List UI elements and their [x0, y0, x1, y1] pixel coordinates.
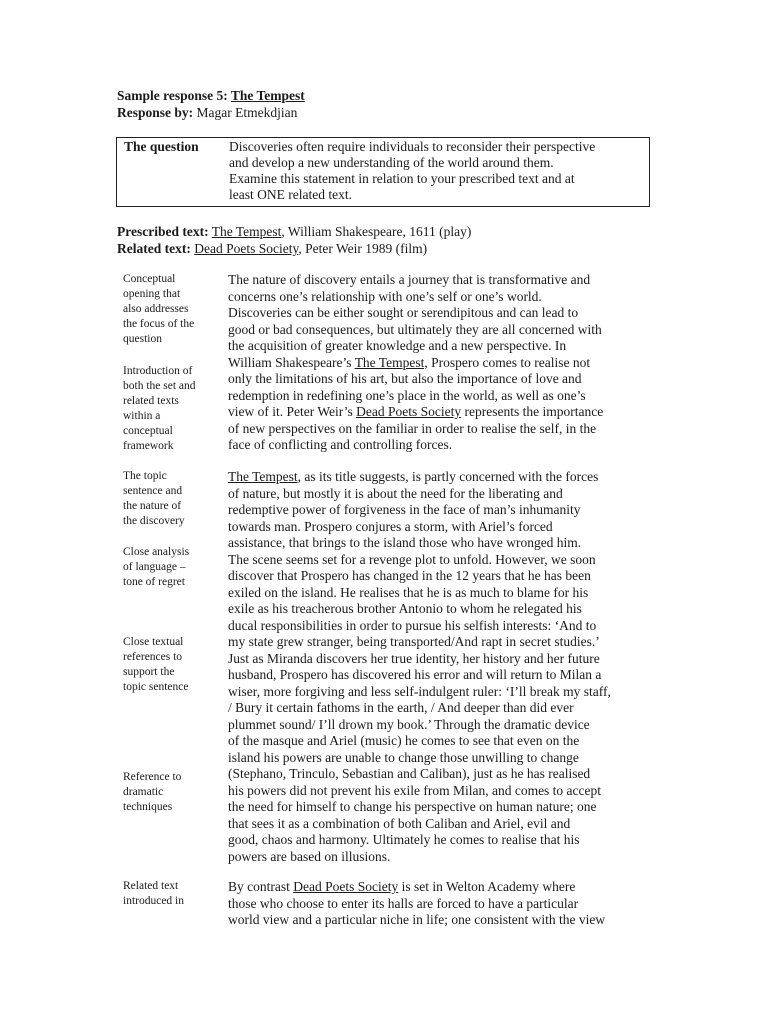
annotation-dramatic-techniques — [123, 770, 215, 815]
body-line: world view and a particular niche in life; one consistent with the view — [228, 912, 606, 927]
body-text: By contrast — [228, 879, 294, 894]
body-text: Prospero comes to realise not — [427, 354, 591, 370]
title-reference: Dead Poets Society — [293, 879, 399, 894]
title-reference: Dead Poets Society — [356, 404, 462, 419]
annotation-line: Reference to — [123, 771, 182, 783]
body-line: (Stephano, Trinculo, Sebastian and Caliban), just as he has realised — [228, 766, 591, 781]
annotation-line: Related text — [123, 880, 179, 892]
prescribed-title: The Tempest — [211, 224, 282, 239]
body-text: , as its title suggests, is partly concerned with the forces — [297, 469, 599, 484]
annotation-line: references to — [123, 651, 183, 663]
annotation-line: Close textual — [123, 636, 184, 648]
body-line: wiser, more forgiving and less self-indulgent ruler: ‘I’ll break my staff, — [228, 683, 611, 699]
body-line: good or bad consequences, but ultimately they are all concerned with — [228, 321, 602, 337]
body-line: powers are based on illusions. — [228, 848, 391, 864]
related-details: , Peter Weir 1989 (film) — [298, 241, 428, 256]
body-line: the acquisition of greater knowledge and a new perspective. In — [228, 338, 567, 353]
annotation-line: the nature of — [123, 500, 182, 512]
annotation-line: techniques — [123, 801, 173, 813]
annotation-line: of language – — [123, 561, 186, 573]
body-line: that sees it as a combination of both Caliban and Ariel, evil and — [228, 815, 571, 831]
body-line: redemption in redefining one’s place in the world, as well as one’s — [228, 387, 586, 403]
title-reference: The Tempest — [228, 469, 298, 484]
question-line: Discoveries often require individuals to reconsider their perspective — [229, 139, 596, 154]
body-text: represents the importance — [461, 404, 604, 419]
body-paragraph-2 — [228, 469, 611, 865]
question-text — [229, 139, 595, 203]
body-text: view of it. Peter Weir’s — [228, 404, 357, 419]
body-line: husband, Prospero has discovered his error and will return to Milan a — [228, 667, 602, 682]
annotation-line: within a — [123, 410, 161, 422]
body-line — [228, 355, 603, 372]
related-text-line — [117, 240, 427, 257]
body-paragraph-1 — [228, 272, 603, 454]
body-line: concerns one’s relationship with one’s self or one’s world. — [228, 288, 542, 304]
annotation-textual-references — [123, 635, 215, 695]
annotation-topic-sentence — [123, 469, 215, 529]
annotation-line: dramatic — [123, 786, 164, 798]
prescribed-text-line — [117, 223, 471, 240]
related-label: Related text: — [117, 241, 191, 256]
body-line: exiled on the island. He realises that he is as much to blame for his — [228, 584, 589, 600]
annotation-line: Close analysis — [123, 546, 190, 558]
body-line: face of conflicting and controlling forces. — [228, 437, 453, 452]
body-line: of the masque and Ariel (music) he comes to see that even on the — [228, 733, 580, 748]
related-title: Dead Poets Society — [194, 241, 299, 256]
question-label: The question — [124, 139, 199, 154]
annotation-introduction — [123, 364, 215, 454]
body-line: my state grew stranger, being transported/And rapt in secret studies.’ — [228, 634, 600, 649]
prescribed-details: , William Shakespeare, 1611 (play) — [281, 224, 472, 239]
annotation-line: support the — [123, 666, 175, 678]
annotation-line: tone of regret — [123, 576, 185, 588]
body-line: of new perspectives on the familiar in order to realise the self, in the — [228, 420, 597, 436]
annotation-line: related texts — [123, 395, 179, 407]
body-line: plummet sound/ I’ll drown my book.’ Through the dramatic device — [228, 716, 590, 732]
annotation-line: conceptual — [123, 425, 173, 437]
sample-title: The Tempest — [230, 88, 305, 103]
question-line: least ONE related text. — [229, 187, 352, 202]
annotation-line: question — [123, 333, 162, 345]
sample-heading — [117, 87, 305, 104]
annotation-line: topic sentence — [123, 681, 189, 693]
body-line: redemptive power of forgiveness in the face of man’s inhumanity — [228, 502, 581, 517]
body-line: the need for himself to change his perspective on human nature; one — [228, 799, 597, 814]
annotation-line: the focus of the — [123, 318, 195, 330]
body-line: towards man. Prospero conjures a storm, with Ariel’s forced — [228, 518, 553, 534]
annotation-close-analysis — [123, 545, 215, 590]
body-line: assistance, that brings to the island those who have wronged him. — [228, 535, 582, 550]
body-line: his powers did not prevent his exile from Milan, and comes to accept — [228, 782, 602, 798]
response-author: Magar Etmekdjian — [196, 105, 298, 120]
body-line — [228, 469, 611, 486]
body-line: island his powers are unable to change those unwilling to change — [228, 749, 579, 765]
body-line: The scene seems set for a revenge plot to unfold. However, we soon — [228, 551, 596, 567]
body-line: Just as Miranda discovers her true identity, her history and her future — [228, 650, 600, 666]
annotation-line: The topic — [123, 470, 167, 482]
body-line: discover that Prospero has changed in the 12 years that he has been — [228, 568, 591, 583]
body-line: exile as his treacherous brother Antonio to whom he relegated his — [228, 601, 582, 616]
annotation-line: both the set and — [123, 380, 196, 392]
annotation-line: Introduction of — [123, 365, 193, 377]
annotation-line: introduced in — [123, 895, 184, 907]
annotation-line: the discovery — [123, 515, 185, 527]
body-text: is set in Welton Academy where — [398, 879, 576, 894]
body-line: those who choose to enter its halls are forced to have a particular — [228, 895, 579, 911]
annotation-line: Conceptual — [123, 273, 176, 285]
body-lines — [228, 486, 611, 866]
body-line — [228, 404, 603, 421]
annotation-line: also addresses — [123, 303, 189, 315]
question-line: Examine this statement in relation to your prescribed text and at — [229, 171, 575, 186]
body-line: of nature, but mostly it is about the need for the liberating and — [228, 485, 563, 501]
prescribed-label: Prescribed text: — [117, 224, 209, 239]
annotation-related-text — [123, 879, 215, 909]
question-line: and develop a new understanding of the world around them. — [229, 155, 554, 170]
body-line: / Bury it certain fathoms in the earth, / And deeper than did ever — [228, 700, 574, 715]
body-line — [228, 879, 605, 896]
body-line: ducal responsibilities in order to pursue his selfish interests: ‘And to — [228, 617, 597, 633]
title-reference: The Tempest, — [354, 354, 428, 370]
response-by-line — [117, 104, 297, 121]
annotation-line: sentence and — [123, 485, 183, 497]
body-line: good, chaos and harmony. Ultimately he comes to realise that his — [228, 832, 580, 847]
body-line: only the limitations of his art, but also the importance of love and — [228, 371, 582, 386]
annotation-conceptual-opening — [123, 272, 215, 347]
question-box — [116, 137, 650, 207]
body-line: Discoveries can be either sought or serendipitous and can lead to — [228, 305, 579, 320]
body-paragraph-3 — [228, 879, 605, 929]
response-label: Response by: — [117, 105, 194, 120]
body-line: The nature of discovery entails a journey that is transformative and — [228, 272, 591, 287]
body-text: William Shakespeare’s — [228, 354, 355, 370]
annotation-line: framework — [123, 440, 174, 452]
sample-label: Sample response 5: — [117, 88, 231, 103]
annotation-line: opening that — [123, 288, 181, 300]
